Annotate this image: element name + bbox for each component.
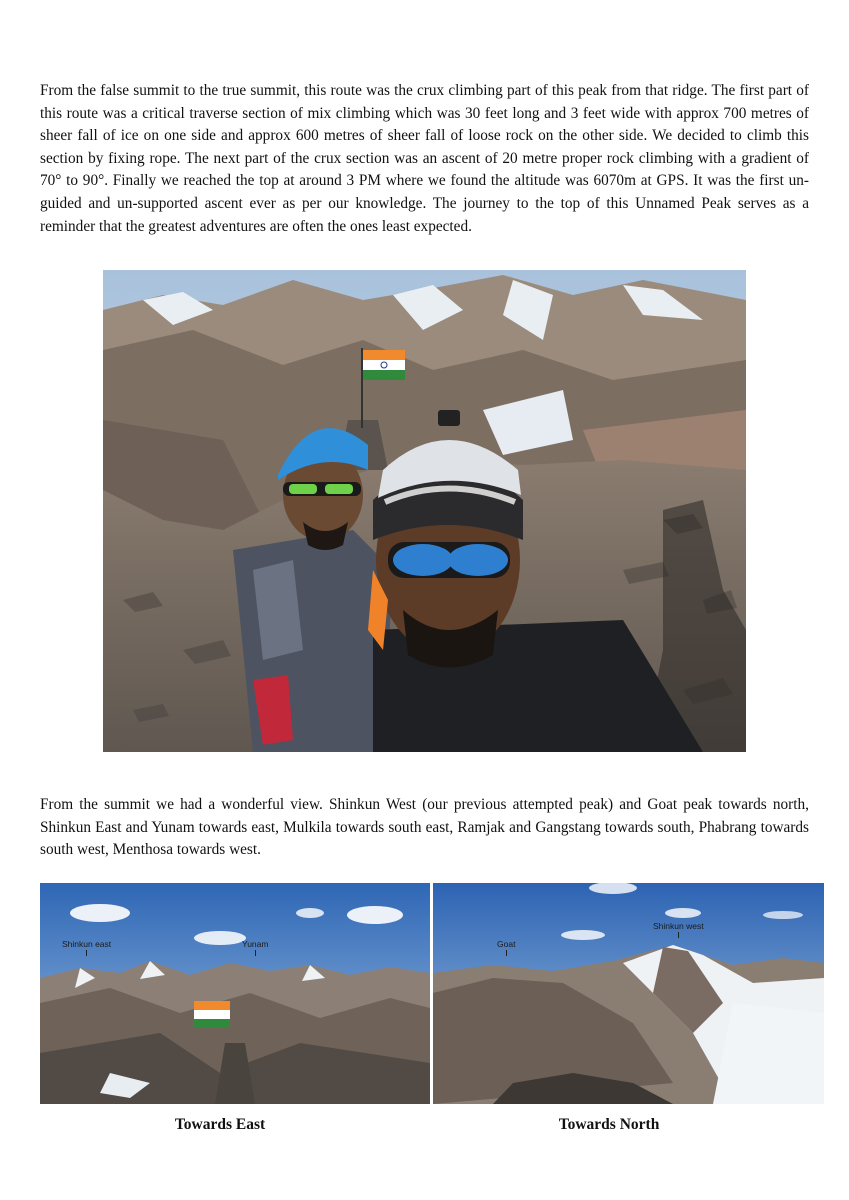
peak-label-shinkun-west: Shinkun west	[653, 921, 704, 938]
peak-label-yunam: Yunam	[242, 939, 268, 956]
summit-photo	[103, 270, 746, 752]
east-view-photo	[40, 883, 430, 1104]
caption-towards-east: Towards East	[174, 1116, 266, 1133]
north-view-photo	[433, 883, 824, 1104]
caption-towards-north: Towards North	[558, 1116, 660, 1133]
peak-label-shinkun-east: Shinkun east	[62, 939, 111, 956]
intro-paragraph: From the false summit to the true summit, this route was the crux climbing part of this peak from that ridge. The first part of this route was a critical traverse section of mix climbing which was 30 feet long and 3 feet wide with approx 700 metres of sheer fall of ice on one side and approx 600 metres of sheer fall of loose rock on the other side. We decided to climb this section by fixing rope. The next part of the crux section was an ascent of 20 metre proper rock climbing with a gradient of 70° to 90°. Finally we reached the top at around 3 PM where we found the altitude was 6070m at GPS. It was the first un-guided and un-supported ascent ever as per our knowledge. The journey to the top of this Unnamed Peak serves as a reminder that the greatest adventures are often the ones least expected.	[40, 82, 809, 235]
peak-label-goat: Goat	[497, 939, 515, 956]
summit-view-paragraph: From the summit we had a wonderful view. Shinkun West (our previous attempted peak) and Goat peak towards north, Shinkun East and Yunam towards east, Mulkila towards south east, Ramjak and Gangstang towards south, Phabrang towards south west, Menthosa towards west.	[40, 796, 809, 859]
